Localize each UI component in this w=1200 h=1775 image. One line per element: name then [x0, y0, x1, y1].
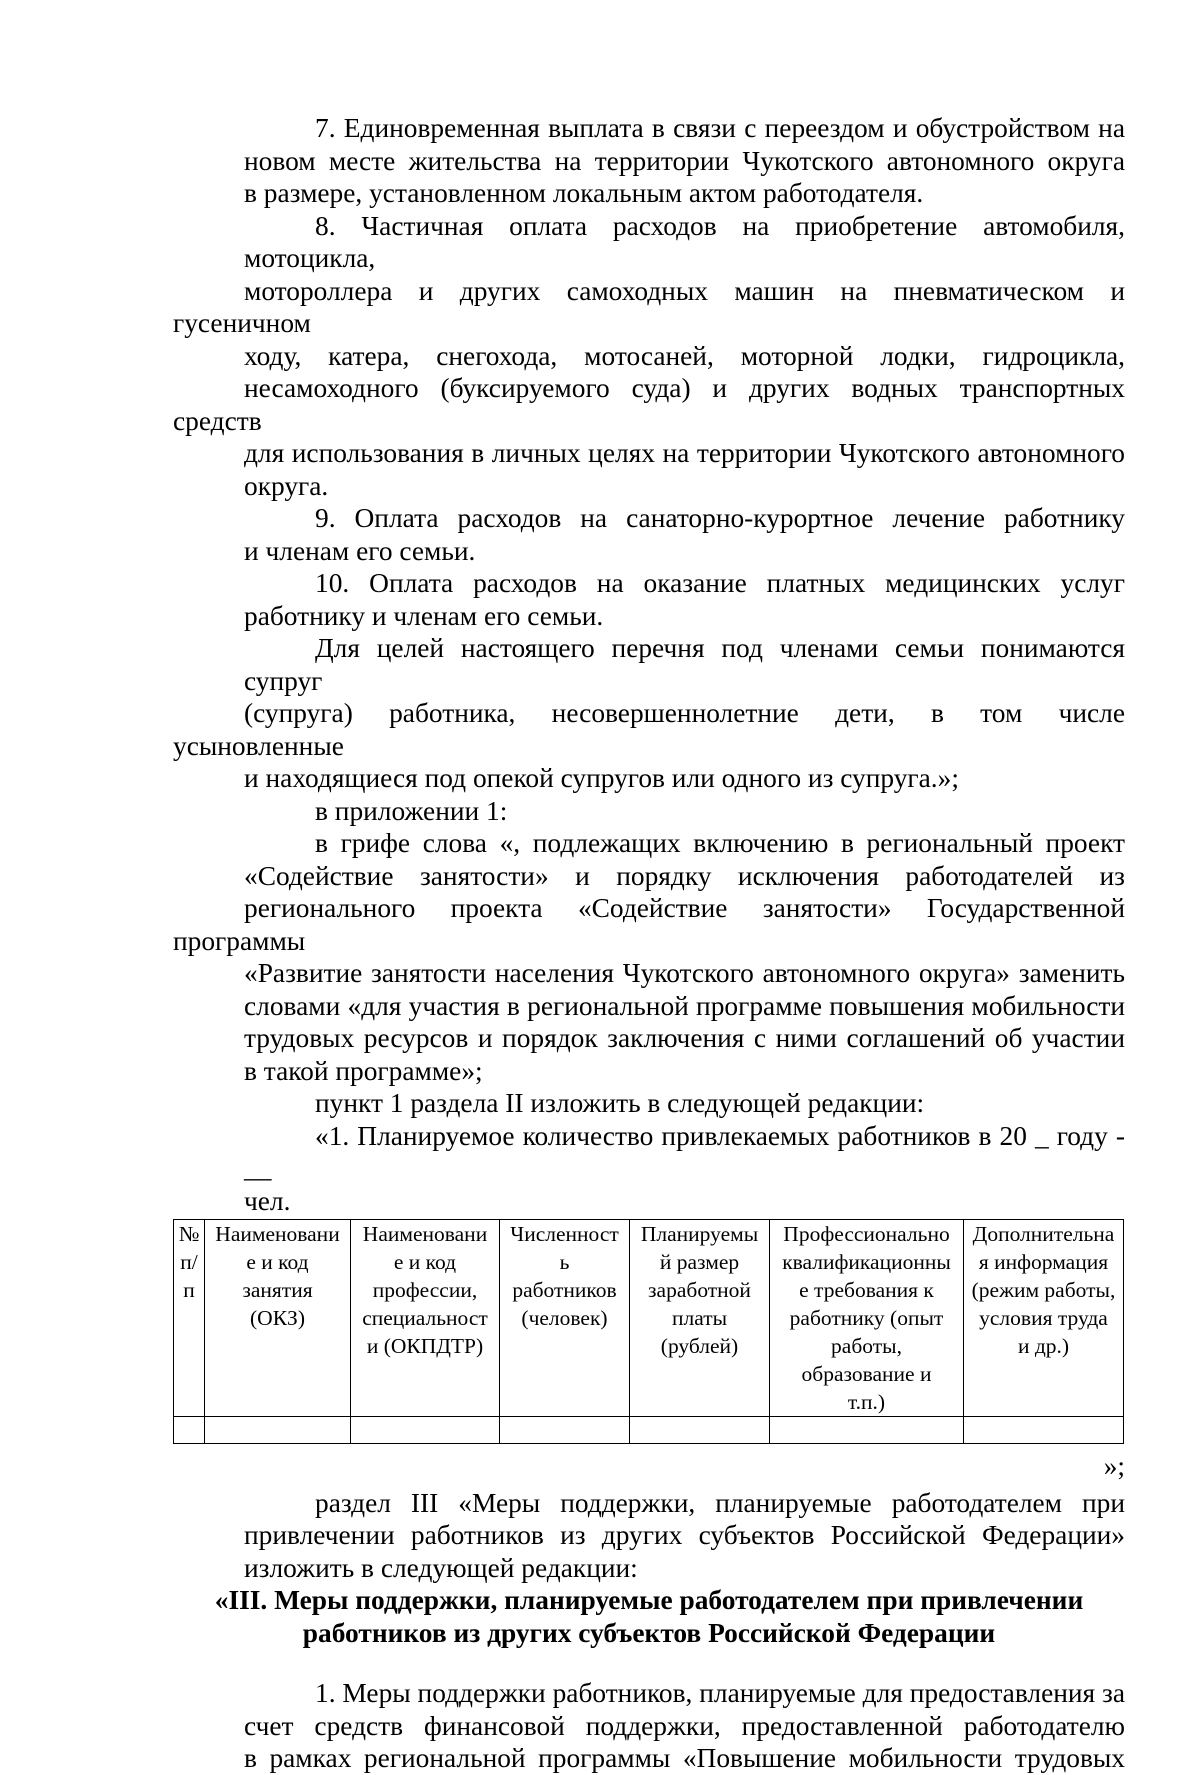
- heading-line: работников из других субъектов Российской Федерации: [302, 1617, 996, 1648]
- text-line: «Содействие занятости» и порядку исключения работодателей из: [244, 860, 1125, 891]
- header-text: Численност ь работников (человек): [510, 1222, 619, 1330]
- paragraph-measures: [173, 1677, 1125, 1775]
- table-header-cell: [770, 1220, 964, 1417]
- section-heading: [173, 1584, 1125, 1649]
- table-header-cell: [500, 1220, 630, 1417]
- text-line: округа.: [244, 470, 329, 501]
- text-line: регионального проекта «Содействие занятости» Государственной программы: [173, 893, 1125, 956]
- text-line: 1. Меры поддержки работников, планируемые для предоставления за: [315, 1678, 1125, 1708]
- table-header-row: [174, 1220, 1124, 1417]
- text-line: привлечении работников из других субъектов Российской Федерации»: [244, 1520, 1125, 1550]
- text-line: в приложении 1:: [315, 795, 508, 826]
- text-line: «Развитие занятости населения Чукотского автономного округа» заменить: [244, 958, 1125, 988]
- text-line: пункт 1 раздела II изложить в следующей редакции:: [315, 1088, 925, 1118]
- text-line: и находящиеся под опекой супругов или одного из супруга.»;: [244, 763, 959, 793]
- table-header-cell: [174, 1220, 205, 1417]
- paragraph-point1: [173, 1087, 1125, 1120]
- paragraph-10: [173, 567, 1125, 632]
- header-text: Наименовани е и код профессии, специальност и (ОКПДТР): [362, 1222, 488, 1358]
- header-text: Дополнительна я информация (режим работы, условия труда и др.): [971, 1222, 1116, 1358]
- header-text: Профессионально квалификационны е требования к работнику (опыт работы, образование и т.п.): [782, 1222, 951, 1414]
- table-header-cell: [351, 1220, 500, 1417]
- header-text: № п/ п: [178, 1222, 200, 1302]
- paragraph-8: [173, 210, 1125, 503]
- text-line: в рамках региональной программы «Повышение мобильности трудовых: [244, 1743, 1125, 1773]
- table-row: [174, 1417, 1124, 1444]
- paragraph-planned: [173, 1120, 1125, 1218]
- text-line: чел.: [244, 1185, 291, 1216]
- header-text: Планируемы й размер заработной платы (рублей): [640, 1222, 759, 1358]
- text-line: трудовых ресурсов и порядок заключения с ними соглашений об участии: [244, 1023, 1125, 1053]
- paragraph-family: [173, 632, 1125, 795]
- header-text: Наименовани е и код занятия (ОКЗ): [215, 1222, 340, 1330]
- text-line: изложить в следующей редакции:: [244, 1552, 638, 1583]
- paragraph-7: [173, 112, 1125, 210]
- text-line: 9. Оплата расходов на санаторно-курортное лечение работнику: [315, 503, 1125, 533]
- text-line: для использования в личных целях на территории Чукотского автономного: [244, 438, 1125, 468]
- text-line: 10. Оплата расходов на оказание платных медицинских услуг: [315, 568, 1125, 598]
- table-cell: [630, 1417, 770, 1444]
- text-line: мотороллера и других самоходных машин на пневматическом и гусеничном: [173, 275, 1125, 338]
- text-line: 8. Частичная оплата расходов на приобретение автомобиля, мотоцикла,: [244, 210, 1125, 273]
- text-line: ходу, катера, снегохода, мотосаней, моторной лодки, гидроцикла,: [244, 340, 1125, 371]
- text-line: 7. Единовременная выплата в связи с переездом и обустройством на: [315, 113, 1125, 143]
- document-page: [173, 112, 1125, 1775]
- table-header-cell: [205, 1220, 351, 1417]
- table-cell: [205, 1417, 351, 1444]
- text-line: работнику и членам его семьи.: [244, 600, 604, 631]
- text-line: несамоходного (буксируемого суда) и других водных транспортных средств: [173, 373, 1125, 436]
- table-header-cell: [630, 1220, 770, 1417]
- text-line: раздел III «Меры поддержки, планируемые работодателем при: [315, 1487, 1125, 1518]
- table-cell: [500, 1417, 630, 1444]
- table-cell: [174, 1417, 205, 1444]
- text-line: «1. Планируемое количество привлекаемых работников в 20 _ году - __: [244, 1120, 1125, 1183]
- text-line: в такой программе»;: [244, 1055, 483, 1086]
- paragraph-grif: [173, 827, 1125, 1087]
- text-line: словами «для участия в региональной программе повышения мобильности: [244, 990, 1125, 1021]
- text-line: Для целей настоящего перечня под членами семьи понимаются супруг: [244, 633, 1125, 696]
- paragraph-appendix: [173, 795, 1125, 828]
- closing-quote: »;: [1103, 1451, 1125, 1481]
- table-cell: [770, 1417, 964, 1444]
- text-line: счет средств финансовой поддержки, предоставленной работодателю: [244, 1710, 1125, 1741]
- text-line: (супруга) работника, несовершеннолетние дети, в том числе усыновленные: [173, 698, 1125, 761]
- heading-line: «III. Меры поддержки, планируемые работодателем при привлечении: [214, 1585, 1084, 1615]
- table-cell: [351, 1417, 500, 1444]
- paragraph-9: [173, 502, 1125, 567]
- table-cell: [964, 1417, 1124, 1444]
- table-header-cell: [964, 1220, 1124, 1417]
- workers-table: [173, 1219, 1124, 1444]
- text-line: в размере, установленном локальным актом работодателя.: [244, 178, 924, 208]
- text-line: новом месте жительства на территории Чукотского автономного округа: [244, 145, 1125, 176]
- paragraph-section3-intro: [173, 1487, 1125, 1585]
- text-line: в грифе слова «, подлежащих включению в региональный проект: [315, 828, 1125, 858]
- text-line: и членам его семьи.: [244, 535, 476, 566]
